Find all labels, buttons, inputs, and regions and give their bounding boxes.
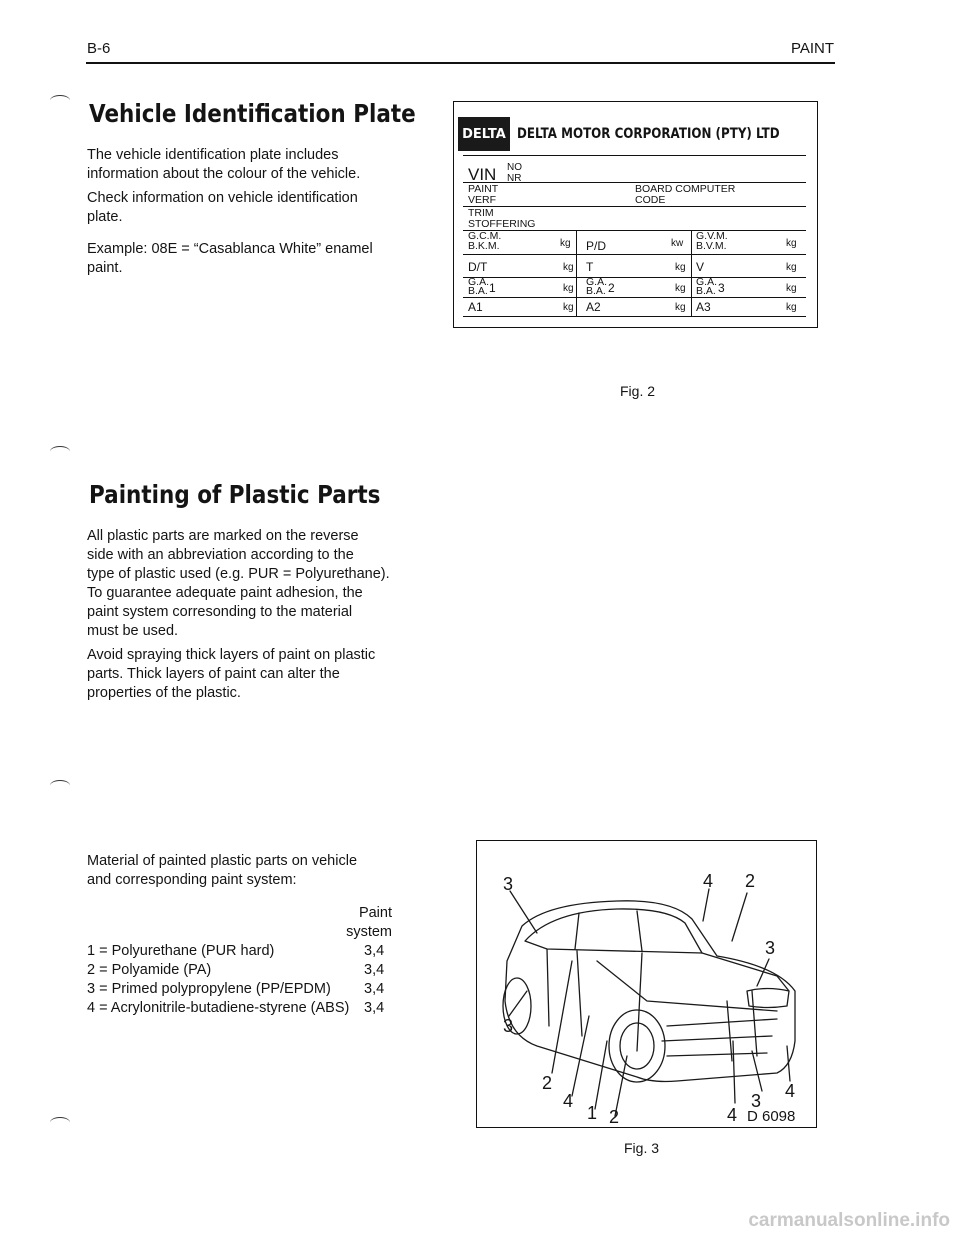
plate-cell: G.A. (696, 276, 718, 288)
vehicle-id-text (87, 146, 373, 278)
list-item (87, 961, 397, 980)
callout-label: 3 (503, 874, 514, 894)
margin-mark (50, 446, 70, 457)
material-system: 3,4 (364, 1000, 385, 1016)
plate-cell: V (696, 260, 705, 274)
fig3-frame (476, 840, 817, 1128)
plate-cell: D/T (468, 260, 488, 274)
plate-cell: 2 (608, 281, 615, 295)
margin-mark (50, 780, 70, 791)
plate-cell: P/D (586, 239, 607, 253)
text-line: system (346, 924, 392, 940)
callout-label: 4 (727, 1105, 738, 1125)
plate-cell: A1 (468, 300, 483, 314)
text-line: and corresponding paint system: (87, 872, 297, 888)
plate-unit: kg (560, 238, 571, 249)
vin-no: NO (507, 162, 522, 173)
plate-rule (463, 230, 806, 231)
plate-rule (463, 297, 806, 298)
plate-cell: B.A. (586, 285, 606, 297)
plate-cell: G.V.M. (696, 230, 728, 242)
header-rule (86, 62, 835, 64)
drawing-code: D 6098 (747, 1108, 796, 1125)
watermark: carmanualsonline.info (748, 1210, 950, 1231)
plastic-parts-text (87, 527, 390, 703)
material-system: 3,4 (364, 981, 385, 997)
material-system: 3,4 (364, 943, 385, 959)
plate-rule (463, 254, 806, 255)
text-line: type of plastic used (e.g. PUR = Polyurethane). (87, 566, 390, 582)
plate-cell: A3 (696, 300, 711, 314)
material-name: 1 = Polyurethane (PUR hard) (87, 943, 275, 959)
callout-label: 3 (503, 1016, 514, 1036)
plate-verf: VERF (468, 194, 497, 206)
text-line: parts. Thick layers of paint can alter the (87, 666, 340, 682)
paint-system-header (300, 904, 392, 942)
plate-rule (463, 277, 806, 278)
plate-board-computer: BOARD COMPUTER (635, 183, 736, 195)
material-system: 3,4 (364, 962, 385, 978)
plate-unit: kg (675, 302, 686, 313)
vin-nr: NR (507, 173, 522, 184)
plate-rule (463, 155, 806, 156)
text-line: Avoid spraying thick layers of paint on plastic (87, 647, 376, 663)
section-title-vehicle-identification: Vehicle Identification Plate (89, 99, 416, 128)
plate-paint: PAINT (468, 183, 499, 195)
plate-code: CODE (635, 194, 666, 206)
callout-label: 4 (703, 871, 714, 891)
section-title-plastic-parts: Painting of Plastic Parts (89, 480, 381, 509)
plate-rule (463, 316, 806, 317)
text-line: To guarantee adequate paint adhesion, the (87, 585, 363, 601)
plate-cell: B.V.M. (696, 240, 727, 252)
plate-cell: G.A. (468, 276, 490, 288)
car-line-drawing (477, 841, 816, 1127)
plate-divider (576, 231, 577, 316)
plate-company-name: DELTA MOTOR CORPORATION (PTY) LTD (517, 126, 780, 142)
text-line: properties of the plastic. (87, 685, 241, 701)
text-line: paint system corresonding to the material (87, 604, 353, 620)
plate-unit: kg (786, 302, 797, 313)
fig3-caption: Fig. 3 (624, 1140, 660, 1156)
text-line: Check information on vehicle identification (87, 190, 358, 206)
vin-label: VIN (468, 165, 497, 184)
plate-unit: kg (786, 262, 797, 273)
text-line: paint. (87, 260, 123, 276)
callout-label: 1 (587, 1103, 598, 1123)
margin-mark (50, 1117, 70, 1128)
text-line: plate. (87, 209, 123, 225)
plate-unit: kg (675, 262, 686, 273)
plate-cell: G.A. (586, 276, 608, 288)
plate-divider (691, 231, 692, 316)
callout-label: 4 (563, 1091, 574, 1111)
plate-cell: B.A. (696, 285, 716, 297)
callout-label: 2 (609, 1107, 620, 1127)
material-intro (87, 852, 357, 890)
callout-label: 4 (785, 1081, 796, 1101)
plate-cell: B.A. (468, 285, 488, 297)
margin-mark (50, 95, 70, 106)
text-line: All plastic parts are marked on the reverse (87, 528, 359, 544)
text-line: Material of painted plastic parts on vehicle (87, 853, 358, 869)
callout-label: 3 (751, 1091, 762, 1111)
plate-unit: kg (563, 283, 574, 294)
plate-unit: kg (675, 283, 686, 294)
plate-trim: TRIM (468, 207, 494, 219)
plate-unit: kw (671, 238, 684, 249)
text-line: must be used. (87, 623, 179, 639)
callout-label: 3 (765, 938, 776, 958)
plate-unit: kg (563, 262, 574, 273)
text-line: Example: 08E = “Casablanca White” enamel (87, 241, 373, 257)
plate-unit: kg (786, 283, 797, 294)
text-line: Paint (358, 905, 392, 921)
text-line: The vehicle identification plate includes (87, 147, 339, 163)
callout-label: 2 (542, 1073, 553, 1093)
delta-logo: DELTA (458, 117, 510, 151)
plate-unit: kg (786, 238, 797, 249)
material-name: 2 = Polyamide (PA) (87, 962, 212, 978)
plate-unit: kg (563, 302, 574, 313)
plate-rule (463, 206, 806, 207)
plate-cell: 3 (718, 281, 725, 295)
material-name: 3 = Primed polypropylene (PP/EPDM) (87, 981, 331, 997)
plate-cell: B.K.M. (468, 240, 500, 252)
text-line: information about the colour of the vehicle. (87, 166, 361, 182)
plate-cell: T (586, 260, 594, 274)
callout-label: 2 (745, 871, 756, 891)
list-item (87, 999, 397, 1018)
list-item (87, 942, 397, 961)
plate-cell: 1 (489, 281, 496, 295)
text-line: side with an abbreviation according to the (87, 547, 354, 563)
plate-cell: G.C.M. (468, 230, 502, 242)
material-name: 4 = Acrylonitrile-butadiene-styrene (ABS) (87, 1000, 350, 1016)
plate-stoffering: STOFFERING (468, 218, 536, 230)
section-name: PAINT (790, 40, 834, 57)
fig2-caption: Fig. 2 (620, 383, 656, 399)
list-item (87, 980, 397, 999)
plate-cell: A2 (586, 300, 601, 314)
materials-list (87, 942, 397, 1018)
section-code: B-6 (87, 40, 111, 57)
